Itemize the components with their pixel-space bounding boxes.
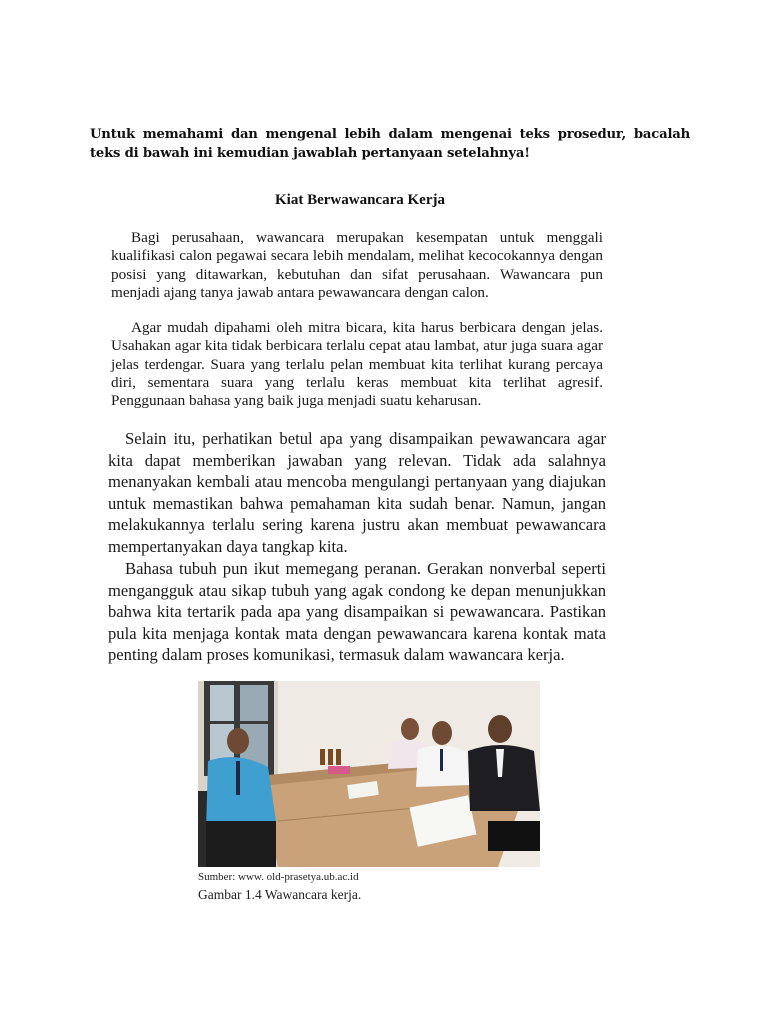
paragraph-3-text: Selain itu, perhatikan betul apa yang disampaikan pewawancara agar kita dapat memberikan jawaban yang relevan. Tidak ada salahnya menanyakan kembali atau mencoba mengulangi pertanyaan yang diajukan untuk memastikan bahwa pemahaman kita sudah benar. Namun, jangan melakukannya terlalu sering karena justru akan membuat pewawancara mempertanyakan daya tangkap kita. — [108, 429, 606, 556]
interview-scene-illustration — [198, 681, 540, 867]
paragraph-2 — [111, 319, 603, 410]
article-title: Kiat Berwawancara Kerja — [275, 192, 445, 208]
interview-photo — [198, 681, 540, 867]
paragraph-3 — [108, 428, 606, 557]
paragraph-4-text: Bahasa tubuh pun ikut memegang peranan. Gerakan nonverbal seperti mengangguk atau sikap tubuh yang agak condong ke depan menunjukkan bahwa kita tertarik pada apa yang disampaikan si pewawancara. Pastikan pula kita menjaga kontak mata dengan pewawancara karena kontak mata penting dalam proses komunikasi, termasuk dalam wawancara kerja. — [108, 559, 606, 664]
paragraph-2-text: Agar mudah dipahami oleh mitra bicara, kita harus berbicara dengan jelas. Usahakan agar kita tidak berbicara terlalu cepat atau lambat, atur juga suara agar jelas terdengar. Suara yang terlalu pelan membuat kita terlihat kurang percaya diri, sementara suara yang terlalu keras membuat kita terlihat agresif. Penggunaan bahasa yang baik juga menjadi suatu keharusan. — [111, 319, 603, 410]
image-source: Sumber: www. old-prasetya.ub.ac.id — [198, 871, 359, 883]
paragraph-4 — [108, 558, 606, 666]
paragraph-1 — [111, 229, 603, 302]
paragraph-1-text: Bagi perusahaan, wawancara merupakan kesempatan untuk menggali kualifikasi calon pegawai secara lebih mendalam, melihat kecocokannya dengan posisi yang ditawarkan, kebutuhan dan sifat perusahaan. Wawancara pun menjadi ajang tanya jawab antara pewawancara dengan calon. — [111, 229, 603, 301]
instruction-text: Untuk memahami dan mengenal lebih dalam mengenai teks prosedur, bacalah teks di bawah ini kemudian jawablah pertanyaan setelahnya! — [90, 127, 690, 161]
figure-caption: Gambar 1.4 Wawancara kerja. — [198, 887, 362, 902]
